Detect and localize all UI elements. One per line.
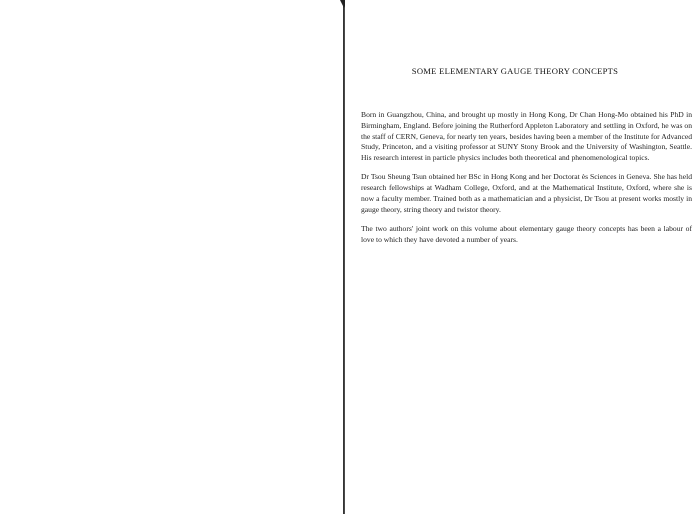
author-biographies	[361, 110, 692, 254]
left-page-blank	[0, 0, 343, 514]
right-page	[345, 0, 700, 514]
bio-paragraph-chan: Born in Guangzhou, China, and brought up mostly in Hong Kong, Dr Chan Hong-Mo obtained his PhD in Birmingham, England. Before joining the Rutherford Appleton Laboratory and settling in Oxford, he was on the staff of CERN, Geneva, for nearly ten years, besides having been a member of the Institute for Advanced Study, Princeton, and a visiting professor at SUNY Stony Brook and the University of Washington, Seattle. His research interest in particle physics includes both theoretical and phenomenological topics.	[361, 110, 692, 163]
bio-paragraph-tsou: Dr Tsou Sheung Tsun obtained her BSc in Hong Kong and her Doctorat ès Sciences in Geneva. She has held research fellowships at Wadham College, Oxford, and at the Mathematical Institute, Oxford, where she is now a faculty member. Trained both as a mathematician and a physicist, Dr Tsou at present works mostly in gauge theory, string theory and twistor theory.	[361, 172, 692, 214]
joint-work-paragraph: The two authors' joint work on this volume about elementary gauge theory concepts has been a labour of love to which they have devoted a number of years.	[361, 224, 692, 244]
page-heading: SOME ELEMENTARY GAUGE THEORY CONCEPTS	[411, 66, 619, 76]
